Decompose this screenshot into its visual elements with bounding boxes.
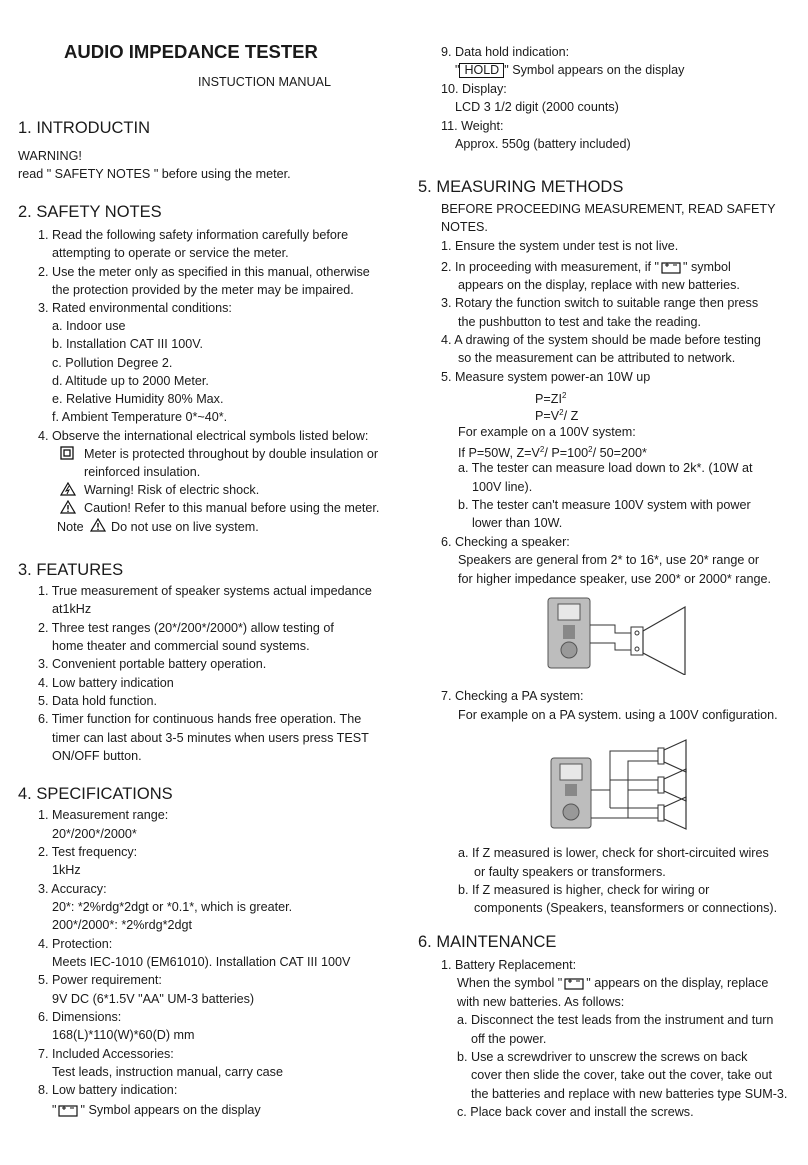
safety-line: the protection provided by the meter may be impaired. (52, 283, 354, 297)
safety-line: 4. Observe the international electrical symbols listed below: (38, 429, 369, 443)
measure-line: or faulty speakers or transformers. (474, 865, 666, 879)
spec-line: 10. Display: (441, 82, 507, 96)
section-measuring-heading: 5. MEASURING METHODS (418, 178, 624, 196)
maintenance-line: When the symbol " " appears on the display, replace (457, 976, 769, 990)
safety-line: Meter is protected throughout by double insulation or (84, 447, 379, 461)
safety-line: 3. Rated environmental conditions: (38, 301, 232, 315)
spec-line: 9V DC (6*1.5V "AA" UM-3 batteries) (52, 992, 255, 1006)
spec-line: 2. Test frequency: (38, 845, 138, 859)
feature-line: timer can last about 3-5 minutes when users press TEST (52, 731, 369, 745)
maintenance-line: 1. Battery Replacement: (441, 958, 577, 972)
feature-line: home theater and commercial sound systems. (52, 639, 310, 653)
spec-line: Approx. 550g (battery included) (455, 137, 631, 151)
feature-line: 2. Three test ranges (20*/200*/2000*) allow testing of (38, 621, 334, 635)
spec-line: 168(L)*110(W)*60(D) mm (52, 1028, 195, 1042)
formula-power-current: $P=ZI^2$ (535, 391, 567, 407)
measure-line: a. The tester can measure load down to 2k*. (10W at (458, 461, 753, 475)
spec-line: Test leads, instruction manual, carry case (52, 1065, 283, 1079)
measure-line: components (Speakers, teansformers or connections). (474, 901, 778, 915)
caution-icon (60, 500, 76, 514)
measure-line: 7. Checking a PA system: (441, 689, 584, 703)
safety-line: e. Relative Humidity 80% Max. (52, 392, 224, 406)
measure-line: NOTES. (441, 220, 488, 234)
safety-line: reinforced insulation. (84, 465, 201, 479)
feature-line: 4. Low battery indication (38, 676, 174, 690)
safety-line: c. Pollution Degree 2. (52, 356, 173, 370)
spec-line: " HOLD " Symbol appears on the display (455, 63, 685, 77)
speaker-test-diagram (545, 595, 695, 675)
maintenance-line: a. Disconnect the test leads from the instrument and turn (457, 1013, 774, 1027)
maintenance-line: the batteries and replace with new batteries type SUM-3. (471, 1087, 788, 1101)
formula-power-voltage: $P=V^2/$ Z (535, 408, 579, 424)
feature-line: ON/OFF button. (52, 749, 142, 763)
feature-line: 6. Timer function for continuous hands free operation. The (38, 712, 362, 726)
feature-line: 3. Convenient portable battery operation. (38, 657, 267, 671)
measure-line: 3. Rotary the function switch to suitable range then press (441, 296, 759, 310)
electric-shock-warning-icon (60, 482, 76, 496)
battery-icon (661, 261, 681, 274)
spec-line: 6. Dimensions: (38, 1010, 122, 1024)
section-safety-heading: 2. SAFETY NOTES (18, 203, 162, 221)
spec-line: Meets IEC-1010 (EM61010). Installation CAT III 100V (52, 955, 351, 969)
maintenance-line: off the power. (471, 1032, 547, 1046)
measure-line: appears on the display, replace with new batteries. (458, 278, 740, 292)
battery-icon (58, 1104, 78, 1117)
feature-line: 1. True measurement of speaker systems actual impedance (38, 584, 372, 598)
measure-line: 1. Ensure the system under test is not live. (441, 239, 679, 253)
safety-line: attempting to operate or service the meter. (52, 246, 289, 260)
safety-line: Caution! Refer to this manual before using the meter. (84, 501, 380, 515)
spec-line: 4. Protection: (38, 937, 113, 951)
measure-line: BEFORE PROCEEDING MEASUREMENT, READ SAFETY (441, 202, 776, 216)
maintenance-line: c. Place back cover and install the screws. (457, 1105, 694, 1119)
measure-line: the pushbutton to test and take the reading. (458, 315, 701, 329)
spec-line: 1. Measurement range: (38, 808, 169, 822)
measure-line: 2. In proceeding with measurement, if " " symbol (441, 260, 731, 274)
safety-line: f. Ambient Temperature 0*~40*. (52, 410, 228, 424)
feature-line: 5. Data hold function. (38, 694, 158, 708)
section-maintenance-heading: 6. MAINTENANCE (418, 933, 557, 951)
feature-line: at1kHz (52, 602, 92, 616)
page-title: AUDIO IMPEDANCE TESTER (64, 41, 318, 62)
measure-line: b. The tester can't measure 100V system with power (458, 498, 751, 512)
spec-line: 3. Accuracy: (38, 882, 107, 896)
spec-line: 11. Weight: (441, 119, 504, 133)
maintenance-line: cover then slide the cover, take out the cover, take out (471, 1068, 773, 1082)
spec-line: 20*/200*/2000* (52, 827, 137, 841)
measure-line: 100V line). (472, 480, 533, 494)
note-label: Note (57, 520, 84, 534)
spec-line: 200*/2000*: *2%rdg*2dgt (52, 918, 193, 932)
measure-line: For example on a 100V system: (458, 425, 636, 439)
maintenance-line: with new batteries. As follows: (457, 995, 625, 1009)
measure-line: so the measurement can be attributed to network. (458, 351, 736, 365)
safety-line: d. Altitude up to 2000 Meter. (52, 374, 209, 388)
spec-line: 8. Low battery indication: (38, 1083, 178, 1097)
intro-warning: WARNING! (18, 149, 82, 163)
spec-line: 7. Included Accessories: (38, 1047, 174, 1061)
battery-icon (564, 977, 584, 990)
safety-line: Do not use on live system. (111, 520, 259, 534)
spec-line: 1kHz (52, 863, 81, 877)
spec-line: 5. Power requirement: (38, 973, 162, 987)
measure-line: b. If Z measured is higher, check for wiring or (458, 883, 710, 897)
spec-line: 9. Data hold indication: (441, 45, 570, 59)
section-specifications-heading: 4. SPECIFICATIONS (18, 785, 173, 803)
measure-line: 4. A drawing of the system should be made before testing (441, 333, 761, 347)
double-insulation-icon (60, 446, 74, 460)
safety-line: 1. Read the following safety information carefully before (38, 228, 349, 242)
page-subtitle: INSTUCTION MANUAL (198, 75, 331, 89)
safety-line: 2. Use the meter only as specified in this manual, otherwise (38, 265, 370, 279)
measure-line: a. If Z measured is lower, check for short-circuited wires (458, 846, 769, 860)
formula-example: If P=50W, $Z=V^2/$ $P=100^2/$ 50=200* (458, 445, 647, 461)
safety-line: a. Indoor use (52, 319, 126, 333)
spec-line: LCD 3 1/2 digit (2000 counts) (455, 100, 619, 114)
hold-symbol: HOLD (459, 63, 504, 78)
measure-line: for higher impedance speaker, use 200* or 2000* range. (458, 572, 771, 586)
measure-line: 5. Measure system power-an 10W up (441, 370, 651, 384)
measure-line: lower than 10W. (472, 516, 563, 530)
intro-text: read " SAFETY NOTES " before using the meter. (18, 167, 291, 181)
safety-line: b. Installation CAT III 100V. (52, 337, 203, 351)
spec-line: " " Symbol appears on the display (52, 1103, 261, 1117)
caution-icon (90, 518, 106, 532)
measure-line: 6. Checking a speaker: (441, 535, 570, 549)
safety-line: Warning! Risk of electric shock. (84, 483, 260, 497)
section-features-heading: 3. FEATURES (18, 561, 124, 579)
spec-line: 20*: *2%rdg*2dgt or *0.1*, which is greater. (52, 900, 293, 914)
pa-system-diagram (548, 738, 693, 833)
section-introduction-heading: 1. INTRODUCTIN (18, 119, 150, 137)
measure-line: For example on a PA system. using a 100V configuration. (458, 708, 778, 722)
measure-line: Speakers are general from 2* to 16*, use 20* range or (458, 553, 760, 567)
maintenance-line: b. Use a screwdriver to unscrew the screws on back (457, 1050, 748, 1064)
